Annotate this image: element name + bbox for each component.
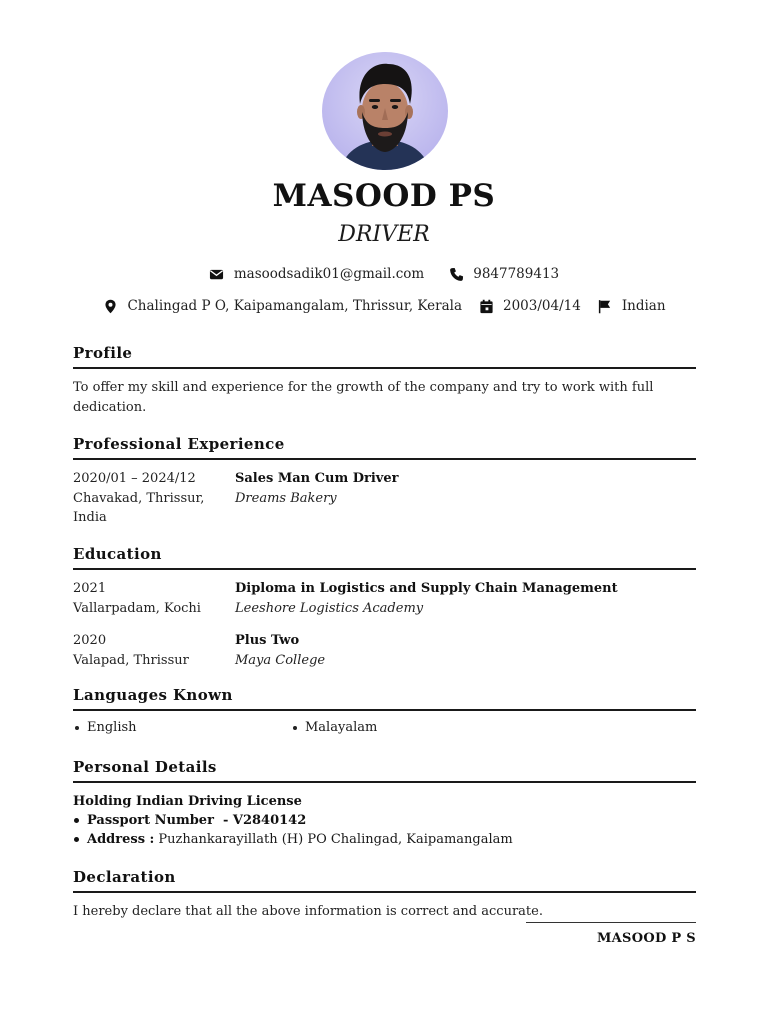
license-text: Holding Indian Driving License [73,794,302,809]
list-item [73,811,696,830]
section-heading-profile: Profile [73,344,696,369]
experience-location: Chavakad, Thrissur, India [73,490,205,525]
experience-role: Sales Man Cum Driver [235,471,399,486]
contact-row-secondary [0,298,768,314]
experience-meta [73,469,235,528]
profile-photo [322,52,448,170]
list-item [291,720,509,735]
passport-value: - V2840142 [222,813,307,828]
calendar-icon [478,298,494,314]
flag-icon [597,298,613,314]
education-institution: Leeshore Logistics Academy [235,600,424,616]
address-value: Puzhankarayillath (H) PO Chalingad, Kaipamangalam [158,832,513,847]
location-pin-icon [102,298,118,314]
education-detail [235,579,696,618]
nationality-item [597,298,666,314]
declaration-text: I hereby declare that all the above information is correct and accurate. [73,904,543,919]
dob-item [478,298,581,314]
experience-detail [235,469,696,528]
portrait-image [322,52,448,170]
address-item [102,298,462,314]
education-institution: Maya College [235,652,326,668]
experience-entry [73,469,696,528]
personal-section [73,758,696,849]
languages-list [73,720,696,735]
bullet-icon [75,726,79,730]
education-year: 2021 [73,581,107,596]
education-entry [73,579,696,618]
education-section [73,545,696,670]
nationality-text: Indian [621,298,666,314]
experience-section [73,435,696,528]
experience-dates: 2020/01 – 2024/12 [73,471,196,486]
signature-name: MASOOD P S [596,931,696,946]
education-meta [73,579,235,618]
section-heading-declaration: Declaration [73,868,696,893]
education-detail [235,631,696,670]
section-heading-experience: Professional Experience [73,435,696,460]
email-text: masoodsadik01@gmail.com [233,266,425,282]
bullet-icon [293,726,297,730]
job-title: DRIVER [338,222,430,247]
candidate-name: MASOOD PS [272,178,496,214]
personal-details [73,792,696,849]
education-location: Valapad, Thrissur [73,652,189,668]
phone-item[interactable] [448,266,559,282]
declaration-section [73,868,696,922]
section-heading-personal: Personal Details [73,758,696,783]
education-meta [73,631,235,670]
language-name: English [87,720,137,735]
profile-section [73,344,696,417]
list-item [73,720,291,735]
signature-line [526,922,696,923]
profile-text: To offer my skill and experience for the growth of the company and try to work with full dedication. [73,380,654,415]
language-name: Malayalam [305,720,378,735]
education-entry [73,631,696,670]
education-degree: Plus Two [235,633,300,648]
email-item[interactable] [209,266,424,282]
phone-icon [448,266,464,282]
languages-section [73,686,696,735]
education-degree: Diploma in Logistics and Supply Chain Management [235,581,618,596]
list-item [73,830,696,849]
bullet-icon [74,818,79,823]
passport-label: Passport Number [87,813,214,828]
contact-row-primary [0,266,768,282]
experience-company: Dreams Bakery [235,490,337,506]
envelope-icon [209,266,225,282]
address-label: Address : [87,832,155,847]
education-year: 2020 [73,633,107,648]
dob-text: 2003/04/14 [503,298,581,314]
phone-text: 9847789413 [473,266,560,282]
section-heading-languages: Languages Known [73,686,696,711]
education-location: Vallarpadam, Kochi [73,600,201,616]
address-text: Chalingad P O, Kaipamangalam, Thrissur, Kerala [127,298,462,314]
section-heading-education: Education [73,545,696,570]
bullet-icon [74,837,79,842]
